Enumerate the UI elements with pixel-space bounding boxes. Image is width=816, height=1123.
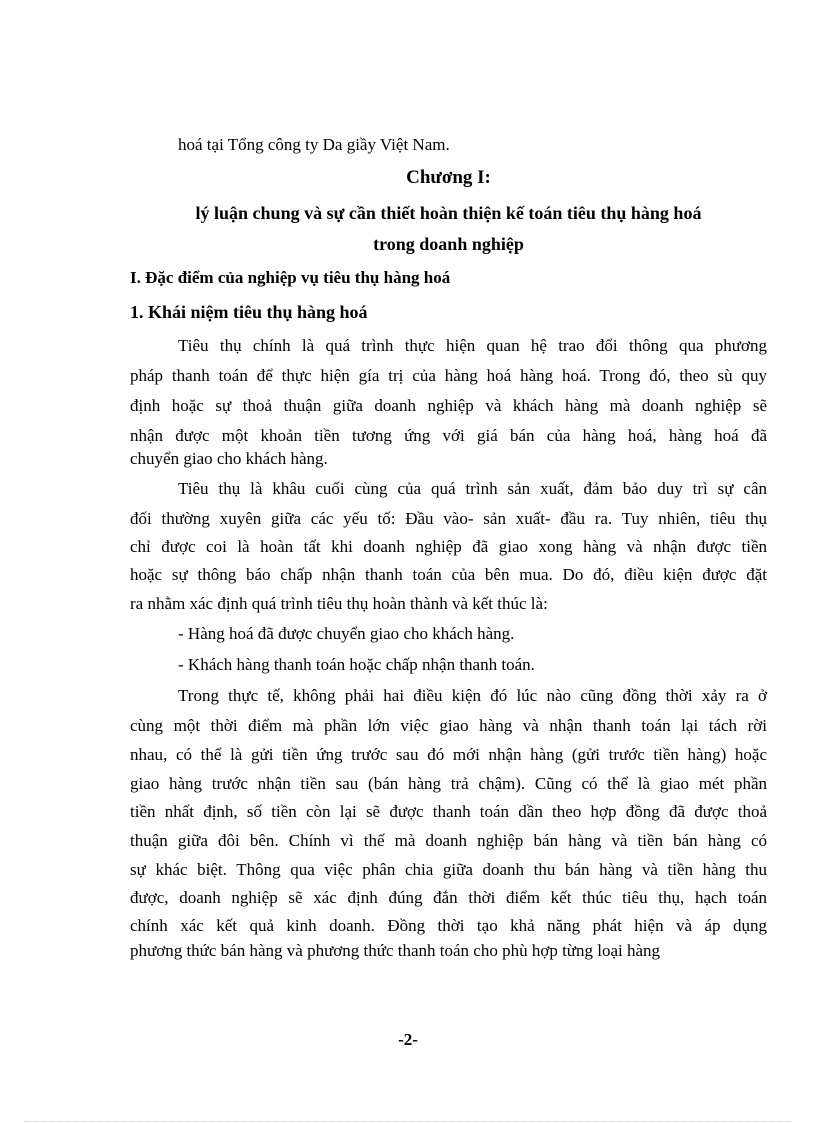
chapter-title-line-2: trong doanh nghiệp	[373, 234, 524, 254]
paragraph-line: định hoặc sự thoả thuận giữa doanh nghiệp và khách hàng mà doanh nghiệp sẽ	[130, 396, 767, 415]
paragraph-line: đối thường xuyên giữa các yếu tố: Đầu vào- sản xuất- đầu ra. Tuy nhiên, tiêu thụ	[130, 509, 767, 528]
section-heading: I. Đặc điểm của nghiệp vụ tiêu thụ hàng hoá	[130, 268, 451, 287]
paragraph-line: giao hàng trước nhận tiền sau (bán hàng trả chậm). Cũng có thể là giao mét phần	[130, 774, 767, 793]
chapter-heading: Chương I:	[406, 167, 491, 188]
page-divider	[24, 1121, 792, 1122]
paragraph-line: thuận giữa đôi bên. Chính vì thế mà doanh nghiệp bán hàng và tiền bán hàng có	[130, 831, 767, 850]
paragraph-line: chính xác kết quả kinh doanh. Đồng thời tạo khả năng phát hiện và áp dụng	[130, 916, 767, 935]
condition-item: - Hàng hoá đã được chuyển giao cho khách hàng.	[178, 624, 515, 643]
paragraph-line: cùng một thời điểm mà phần lớn việc giao hàng và nhận thanh toán lại tách rời	[130, 716, 767, 735]
paragraph-line: nhận được một khoản tiền tương ứng với giá bán của hàng hoá, hàng hoá đã	[130, 426, 767, 445]
paragraph-line: tiền nhất định, số tiền còn lại sẽ được thanh toán dần theo hợp đồng đã được thoả	[130, 802, 767, 821]
paragraph-line: chỉ được coi là hoàn tất khi doanh nghiệp đã giao xong hàng và nhận được tiền	[130, 537, 767, 556]
paragraph-line: nhau, có thể là gửi tiền ứng trước sau đó mới nhận hàng (gửi trước tiền hàng) hoặc	[130, 745, 767, 764]
condition-item: - Khách hàng thanh toán hoặc chấp nhận thanh toán.	[178, 655, 535, 674]
paragraph-line: sự khác biệt. Thông qua việc phân chia giữa doanh thu bán hàng và tiền hàng thu	[130, 860, 767, 879]
paragraph-line: Trong thực tế, không phải hai điều kiện đó lúc nào cũng đồng thời xảy ra ở	[178, 686, 767, 705]
paragraph-line: ra nhằm xác định quá trình tiêu thụ hoàn thành và kết thúc là:	[130, 594, 548, 613]
paragraph-line: pháp thanh toán để thực hiện gía trị của hàng hoá hàng hoá. Trong đó, theo sù quy	[130, 366, 767, 385]
chapter-title-line-1: lý luận chung và sự cần thiết hoàn thiện kế toán tiêu thụ hàng hoá	[195, 203, 702, 223]
paragraph-line: Tiêu thụ chính là quá trình thực hiện quan hệ trao đổi thông qua phương	[178, 336, 767, 355]
paragraph-line: chuyển giao cho khách hàng.	[130, 449, 328, 468]
subsection-heading: 1. Khái niệm tiêu thụ hàng hoá	[130, 302, 368, 322]
paragraph-line: được, doanh nghiệp sẽ xác định đúng đắn thời điểm kết thúc tiêu thụ, hạch toán	[130, 888, 767, 907]
paragraph-line: hoặc sự thông báo chấp nhận thanh toán của bên mua. Do đó, điều kiện được đặt	[130, 565, 767, 584]
page-number: -2-	[398, 1030, 418, 1049]
intro-line: hoá tại Tổng công ty Da giầy Việt Nam.	[178, 135, 450, 154]
paragraph-line: phương thức bán hàng và phương thức thanh toán cho phù hợp từng loại hàng	[130, 941, 661, 960]
paragraph-line: Tiêu thụ là khâu cuối cùng của quá trình sản xuất, đảm bảo duy trì sự cân	[178, 479, 767, 498]
